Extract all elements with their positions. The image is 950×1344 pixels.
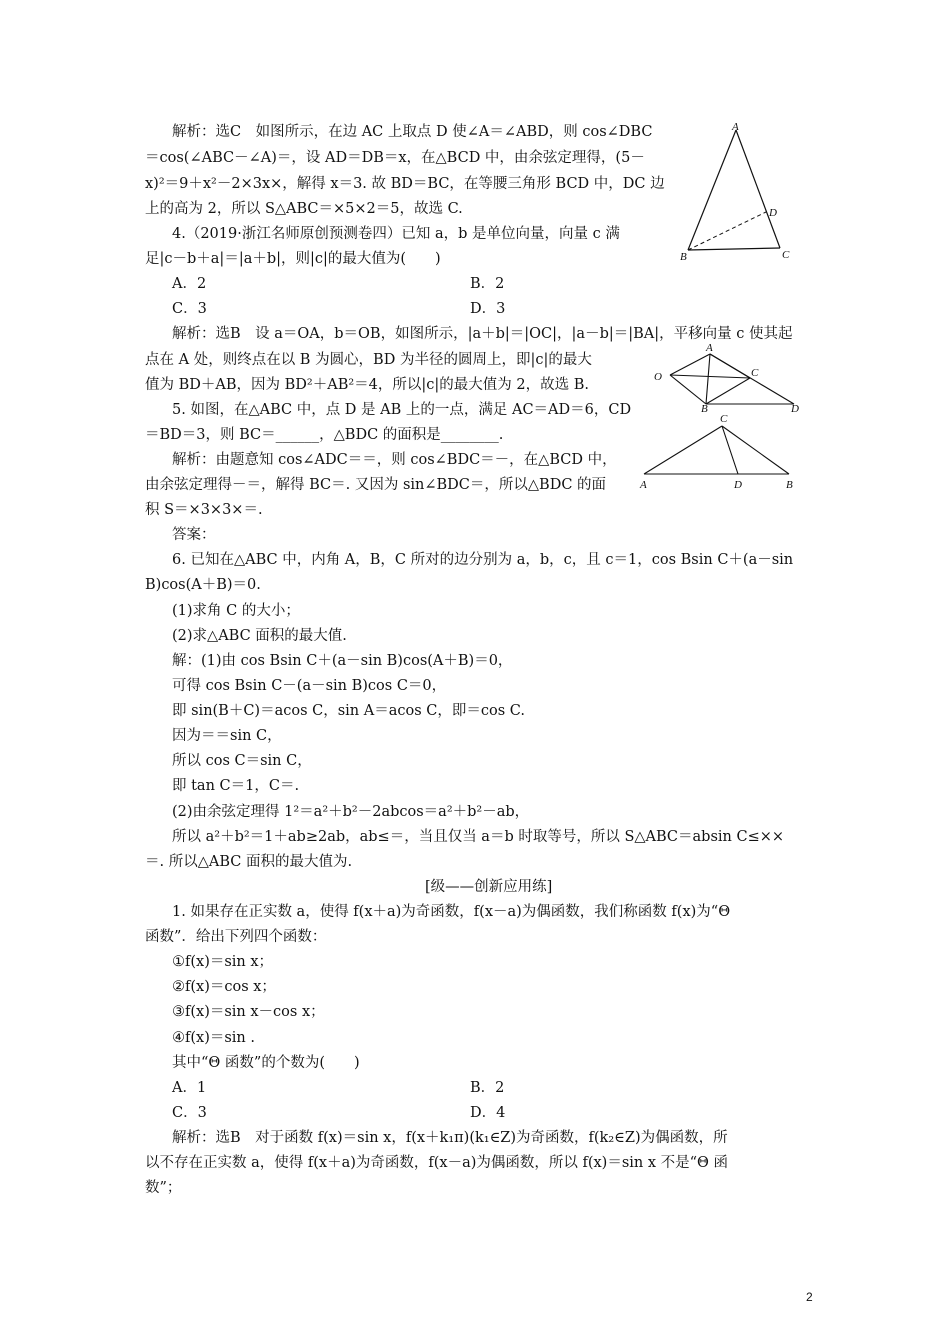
text-line: 可得 cos Bsin C－(a－sin B)cos C＝0， <box>172 678 447 694</box>
triangle-abc-figure <box>634 410 804 492</box>
question-6: 6. 已知在△ABC 中，内角 A，B，C 所对的边分别为 a，b，c，且 c＝1，cos Bsin C＋(a－sin <box>172 552 794 568</box>
text-line: ＝BD＝3，则 BC＝______，△BDC 的面积是________. <box>145 427 504 443</box>
label-d: D <box>734 479 742 491</box>
function-2: ②f(x)＝cos x； <box>172 979 276 995</box>
label-a: A <box>706 342 713 354</box>
option-c: C．3 <box>172 1105 207 1121</box>
option-a: A．1 <box>172 1080 207 1096</box>
label-b: B <box>680 251 687 263</box>
label-d: D <box>769 207 777 219</box>
text-line: (2)由余弦定理得 1²＝a²＋b²－2abcos＝a²＋b²－ab， <box>172 804 530 820</box>
text-line: 解析：选C 如图所示，在边 AC 上取点 D 使∠A＝∠ABD，则 cos∠DBC <box>172 124 653 140</box>
text-line: 解析：选B 对于函数 f(x)＝sin x，f(x＋k₁π)(k₁∈Z)为奇函数，f(k₂∈Z)为偶函数，所 <box>172 1130 728 1146</box>
function-4: ④f(x)＝sin . <box>172 1030 255 1046</box>
text-line: 由余弦定理得－＝，解得 BC＝. 又因为 sin∠BDC＝，所以△BDC 的面 <box>145 477 607 493</box>
text-line: 点在 A 处，则终点在以 B 为圆心，BD 为半径的圆周上，即|c|的最大 <box>145 352 592 368</box>
option-c: C．3 <box>172 301 207 317</box>
label-c: C <box>720 413 728 425</box>
text-line: 积 S＝×3×3×＝. <box>145 502 263 518</box>
page-number: 2 <box>806 1290 813 1304</box>
text-line: (2)求△ABC 面积的最大值. <box>172 628 347 644</box>
option-a: A．2 <box>172 276 207 292</box>
text-line: 值为 BD＋AB，因为 BD²＋AB²＝4，所以|c|的最大值为 2，故选 B. <box>145 377 589 393</box>
text-line: 即 tan C＝1，C＝. <box>172 778 300 794</box>
text-line: 足|c－b＋a|＝|a＋b|，则|c|的最大值为( ) <box>145 251 441 267</box>
option-d: D．3 <box>470 301 506 317</box>
label-b: B <box>786 479 793 491</box>
answer-label: 答案： <box>172 527 216 543</box>
text-line: 其中“Θ 函数”的个数为( ) <box>172 1055 360 1071</box>
question-1: 1. 如果存在正实数 a，使得 f(x＋a)为奇函数，f(x－a)为偶函数，我们称函数 f(x)为“Θ <box>172 904 731 920</box>
question-5: 5. 如图，在△ABC 中，点 D 是 AB 上的一点，满足 AC＝AD＝6，CD <box>172 402 632 418</box>
label-d: D <box>791 403 799 412</box>
question-4: 4.（2019·浙江名师原创预测卷四）已知 a，b 是单位向量，向量 c 满 <box>172 226 620 242</box>
text-line: ＝. 所以△ABC 面积的最大值为. <box>145 854 353 870</box>
text-line: 上的高为 2，所以 S△ABC＝×5×2＝5，故选 C. <box>145 201 463 217</box>
text-line: 解：(1)由 cos Bsin C＋(a－sin B)cos(A＋B)＝0， <box>172 653 513 669</box>
text-line: 所以 a²＋b²＝1＋ab≥2ab，ab≤＝，当且仅当 a＝b 时取等号，所以 S△ABC＝absin C≤×× <box>172 829 785 845</box>
option-b: B．2 <box>470 1080 505 1096</box>
text-line: (1)求角 C 的大小； <box>172 603 300 619</box>
vector-figure <box>648 340 808 412</box>
text-line: 以不存在正实数 a，使得 f(x＋a)为奇函数，f(x－a)为偶函数，所以 f(x)＝sin x 不是“Θ 函 <box>145 1155 729 1171</box>
label-a: A <box>640 479 647 491</box>
text-line: ＝cos(∠ABC－∠A)＝，设 AD＝DB＝x，在△BCD 中，由余弦定理得，(5－ <box>145 150 645 166</box>
text-line: 解析：由题意知 cos∠ADC＝＝，则 cos∠BDC＝－，在△BCD 中， <box>172 452 617 468</box>
text-line: 函数”．给出下列四个函数： <box>145 929 327 945</box>
section-heading: [级——创新应用练] <box>425 879 553 895</box>
label-b: B <box>701 403 708 412</box>
text-line: 数”； <box>145 1180 182 1196</box>
label-c: C <box>782 249 790 261</box>
function-1: ①f(x)＝sin x； <box>172 954 274 970</box>
triangle-abd-figure <box>676 120 806 265</box>
label-o: O <box>654 371 662 383</box>
option-d: D．4 <box>470 1105 506 1121</box>
text-line: 即 sin(B＋C)＝acos C，sin A＝acos C，即＝cos C. <box>172 703 525 719</box>
label-a: A <box>732 121 739 133</box>
text-line: 解析：选B 设 a＝OA，b＝OB，如图所示，|a＋b|＝|OC|，|a－b|＝|BA|，平移向量 c 使其起 <box>172 326 793 342</box>
label-c: C <box>751 367 759 379</box>
function-3: ③f(x)＝sin x－cos x； <box>172 1004 325 1020</box>
text-line: 因为＝＝sin C， <box>172 728 282 744</box>
text-line: 所以 cos C＝sin C， <box>172 753 312 769</box>
text-line: B)cos(A＋B)＝0. <box>145 577 261 593</box>
text-line: x)²＝9＋x²－2×3x×，解得 x＝3. 故 BD＝BC，在等腰三角形 BCD 中，DC 边 <box>145 176 665 192</box>
option-b: B．2 <box>470 276 505 292</box>
